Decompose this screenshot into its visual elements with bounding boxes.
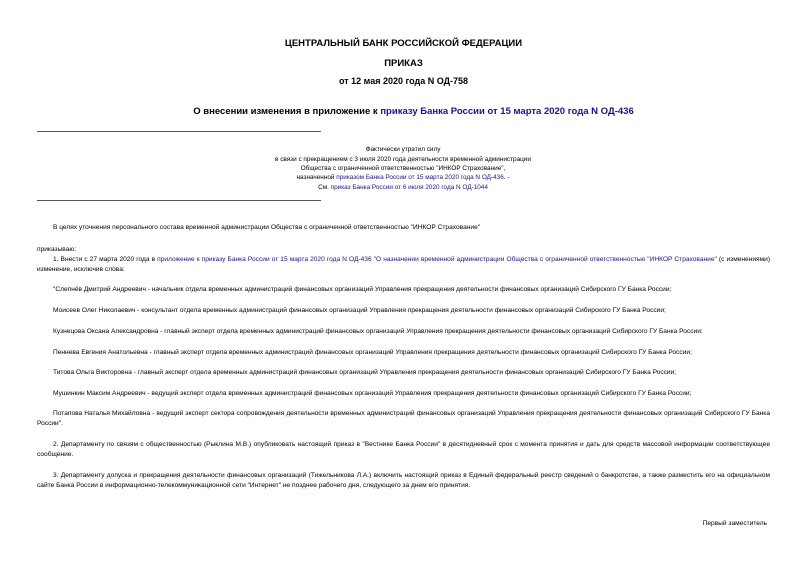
intro-paragraph: В целях уточнения персонального состава временной администрации Общества с ограниченной ответственностью "ИНКОР Страхование" <box>53 224 481 231</box>
note-reason: в связи с прекращением с 3 июля 2020 года деятельности временной администрации <box>275 156 531 163</box>
list-item: "Слепнёв Дмитрий Андреевич - начальник отдела временных администраций финансовых организаций Управления прекращения деятельности финансовых организаций Сибирского ГУ Банка России; <box>53 286 672 293</box>
decree-word: приказываю: <box>37 246 77 253</box>
document-date: от 12 мая 2020 года N ОД-758 <box>338 76 469 86</box>
note-appointed-prefix: назначенной <box>296 174 337 181</box>
note-see-also <box>230 183 576 193</box>
item-1-suffix: (с изменениями) изменение, исключив слова: <box>37 256 771 273</box>
item-1-link[interactable]: приложение к приказу Банка России от 15 марта 2020 года N ОД-436 "О назначении временной администрации Общества с ограниченной ответственностью "ИНКОР Страхование" <box>157 256 717 263</box>
divider-top <box>37 131 321 132</box>
item-1-prefix: 1. Внести с 27 марта 2020 года в <box>53 256 158 263</box>
list-item: Титова Ольга Викторовна - главный эксперт отдела временных администраций финансовых организаций Управления прекращения деятельности финансовых организаций Сибирского ГУ Банка России; <box>53 369 677 376</box>
note-appointed <box>230 173 576 183</box>
signature-title: Первый заместитель <box>702 520 767 527</box>
divider-bottom <box>37 200 321 201</box>
note-company: Общества с ограниченной ответственностью "ИНКОР Страхование", <box>300 165 506 172</box>
list-item: Кузнецова Оксана Александровна - главный эксперт отдела временных администраций финансовых организаций Управления прекращения деятельности финансовых организаций Сибирского ГУ Банка России; <box>53 328 703 335</box>
item-1-paragraph <box>37 255 770 275</box>
subject-link[interactable]: приказу Банка России от 15 марта 2020 года N ОД-436 <box>380 106 634 117</box>
note-appointed-link[interactable]: приказом Банка России от 15 марта 2020 года N ОД-436 <box>336 174 504 181</box>
doctype-heading: ПРИКАЗ <box>384 58 423 69</box>
item-3-paragraph: 3. Департаменту допуска и прекращения деятельности финансовых организаций (Тижельникова Л.А.) включить настоящий приказ в Единый федеральный реестр сведений о банкротстве, а также разместить его на официальном сайте Банка России в информационно-телекоммуникационной сети "Интернет" не позднее рабочего дня, следующего за днем его принятия. <box>37 472 770 489</box>
note-see-also-prefix: См. <box>318 184 331 191</box>
note-appointed-suffix: . - <box>503 174 510 181</box>
note-status: Фактически утратил силу <box>365 146 441 153</box>
subject-prefix: О внесении изменения в приложение к <box>193 106 381 117</box>
item-2-paragraph: 2. Департаменту по связям с общественностью (Рыклина М.В.) опубликовать настоящий приказ в "Вестнике Банка России" в десятидневный срок с момента принятия и дать для средств массовой информации соответствующее сообщение. <box>37 441 770 458</box>
issuer-heading: ЦЕНТРАЛЬНЫЙ БАНК РОССИЙСКОЙ ФЕДЕРАЦИИ <box>284 38 523 49</box>
document-subject <box>20 106 807 117</box>
list-item: Мушинкин Максим Андреевич - ведущий эксперт отдела временных администраций финансовых организаций Управления прекращения деятельности финансовых организаций Сибирского ГУ Банка России; <box>53 390 692 397</box>
list-item: Пеннева Евгения Анатольевна - главный эксперт отдела временных администраций финансовых организаций Управления прекращения деятельности финансовых организаций Сибирского ГУ Банка России; <box>53 349 692 356</box>
list-item: Потапова Наталья Михайловна - ведущий эксперт сектора сопровождения деятельности временных администраций финансовых организаций Управления прекращения деятельности финансовых организаций Сибирского ГУ Банка России". <box>37 410 770 427</box>
note-see-also-link[interactable]: приказ Банка России от 6 июля 2020 года N ОД-1044 <box>330 184 488 191</box>
list-item: Моисеев Олег Николаевич - консультант отдела временных администраций финансовых организаций Управления прекращения деятельности финансовых организаций Сибирского ГУ Банка России; <box>53 307 666 314</box>
